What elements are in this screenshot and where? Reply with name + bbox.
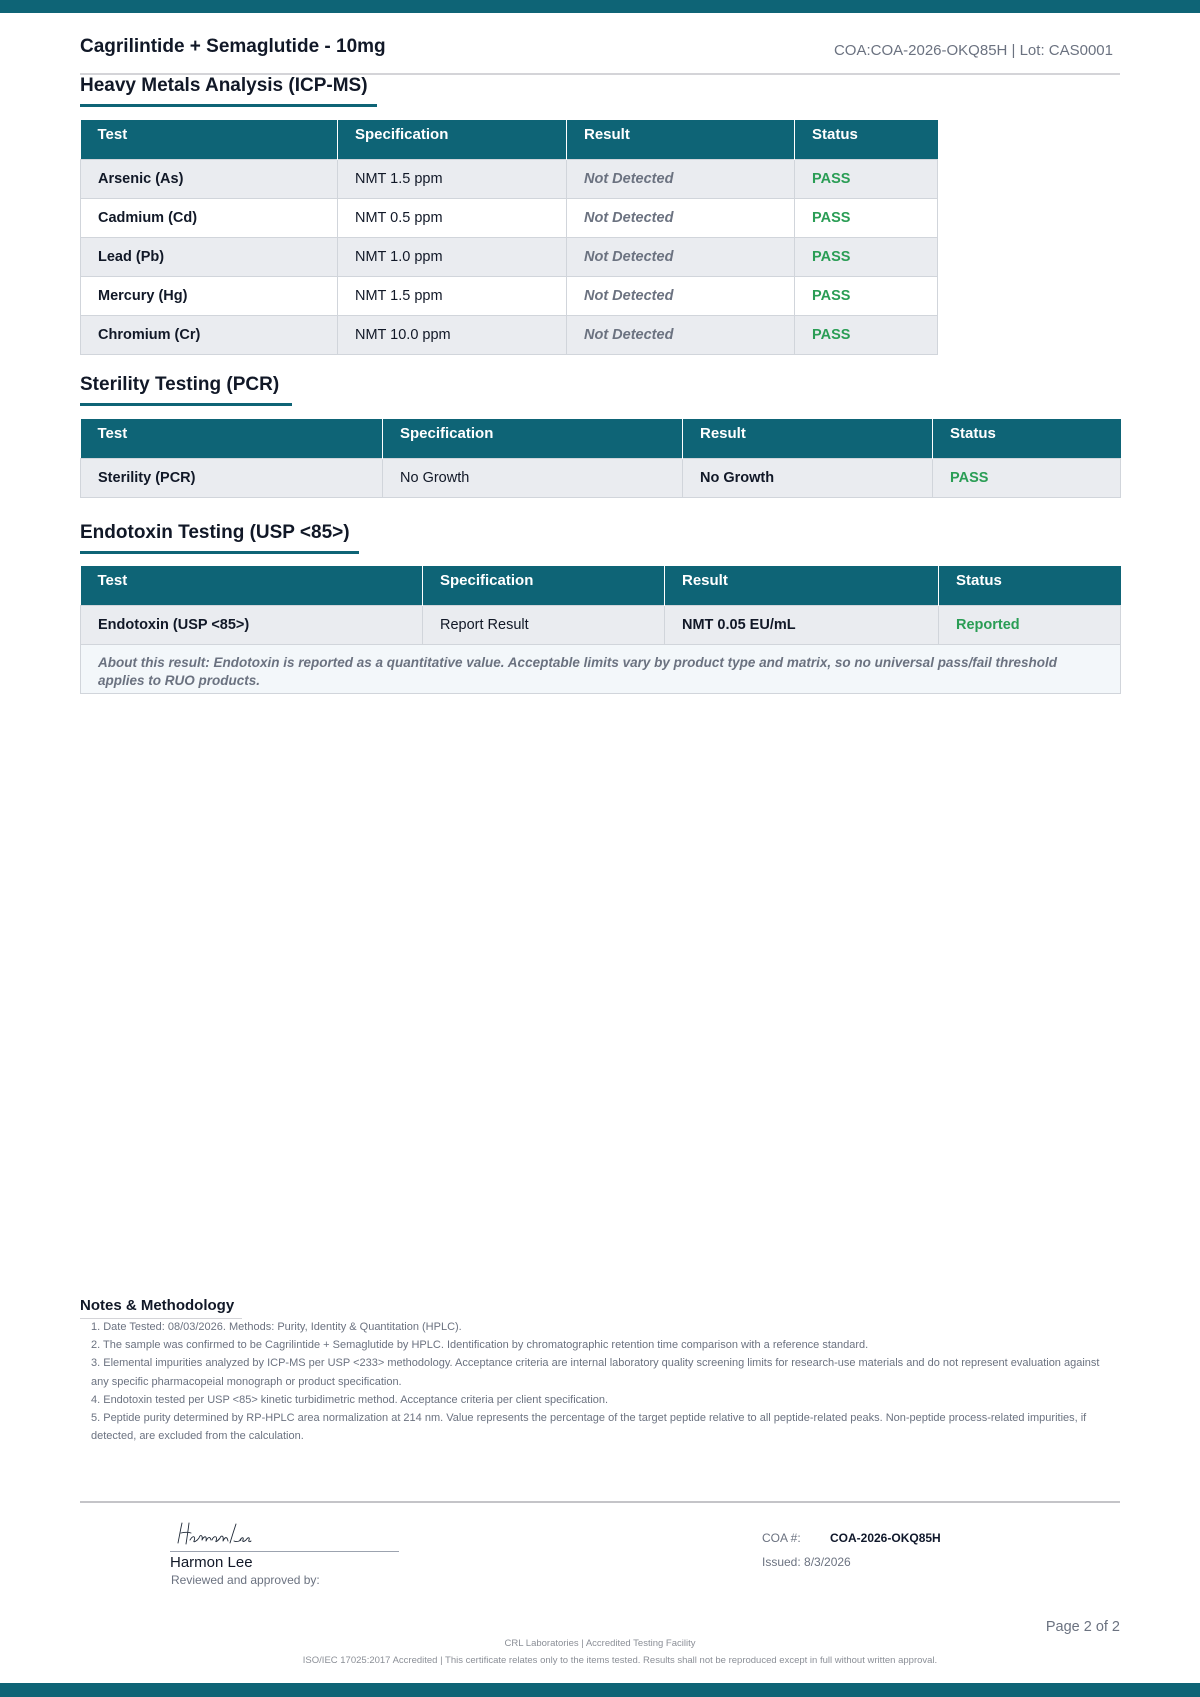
table-row [81,458,1121,497]
test-name: Mercury (Hg) [81,276,338,315]
table-row [81,159,938,198]
coa-number-label: COA #: [762,1531,801,1545]
test-name: Chromium (Cr) [81,315,338,354]
table-header-row [81,419,1121,458]
result-note-row [81,644,1121,693]
status-badge: PASS [795,237,938,276]
test-name: Cadmium (Cd) [81,198,338,237]
specification: Report Result [423,605,665,644]
heavy-metals-title: Heavy Metals Analysis (ICP-MS) [80,75,377,107]
specification: No Growth [383,458,683,497]
lab-name-line: CRL Laboratories | Accredited Testing Facility [504,1638,696,1649]
result: Not Detected [567,276,795,315]
list-item: 4. Endotoxin tested per USP <85> kinetic turbidimetric method. Acceptance criteria per client specification. [91,1393,609,1406]
list-item: 3. Elemental impurities analyzed by ICP-MS per USP <233> methodology. Acceptance criteria are internal laboratory quality screening limits for research-use materials and do not represent evaluation against any specific pharmacopeial monograph or product specification. [91,1357,1100,1388]
endotoxin-title: Endotoxin Testing (USP <85>) [80,522,359,554]
product-title: Cagrilintide + Semaglutide - 10mg [80,36,386,57]
status-badge: PASS [795,159,938,198]
table-row [81,198,938,237]
status-badge: PASS [795,315,938,354]
table-header-row [81,566,1121,605]
specification: NMT 1.5 ppm [338,276,567,315]
result: No Growth [683,458,933,497]
table-row [81,315,938,354]
specification: NMT 10.0 ppm [338,315,567,354]
col-header-status: Status [939,566,1121,605]
footer-divider [80,1501,1120,1503]
page-header [80,34,1120,75]
table-row [81,605,1121,644]
col-header-result: Result [567,120,795,159]
col-header-status: Status [933,419,1121,458]
test-name: Endotoxin (USP <85>) [81,605,423,644]
status-badge: PASS [795,276,938,315]
result: Not Detected [567,237,795,276]
list-item: 1. Date Tested: 08/03/2026. Methods: Purity, Identity & Quantitation (HPLC). [91,1321,462,1333]
status-badge: PASS [933,458,1121,497]
col-header-test: Test [81,120,338,159]
specification: NMT 0.5 ppm [338,198,567,237]
specification: NMT 1.0 ppm [338,237,567,276]
table-header-row [81,120,938,159]
result: NMT 0.05 EU/mL [665,605,939,644]
col-header-status: Status [795,120,938,159]
status-badge: Reported [939,605,1121,644]
endotoxin-note: About this result: Endotoxin is reported as a quantitative value. Acceptable limits vary by product type and matrix, so no universal pass/fail threshold applies to RUO products. [81,644,1121,693]
col-header-specification: Specification [423,566,665,605]
endotoxin-table [80,566,1121,694]
notes-list [91,1318,1115,1445]
page-number: Page 2 of 2 [1045,1619,1120,1635]
sterility-table [80,419,1121,498]
heavy-metals-table [80,120,938,355]
coa-number-value: COA-2026-OKQ85H [830,1531,941,1545]
signature-line [170,1551,399,1552]
list-item: 5. Peptide purity determined by RP-HPLC area normalization at 214 nm. Value represents the percentage of the target peptide relative to all peptide-related peaks. Non-peptide process-related impurities, if detected, are excluded from the calculation. [91,1412,1087,1443]
col-header-result: Result [683,419,933,458]
sterility-title: Sterility Testing (PCR) [80,374,292,406]
issued-date: Issued: 8/3/2026 [762,1555,851,1569]
accreditation-line: ISO/IEC 17025:2017 Accredited | This certificate relates only to the items tested. Results shall not be reproduced except in full without written approval. [302,1655,938,1666]
signer-name: Harmon Lee [170,1554,253,1571]
test-name: Arsenic (As) [81,159,338,198]
test-name: Lead (Pb) [81,237,338,276]
bottom-accent-bar [0,1683,1200,1697]
result: Not Detected [567,198,795,237]
result: Not Detected [567,315,795,354]
approved-label: Reviewed and approved by: [171,1573,320,1587]
table-row [81,237,938,276]
test-name: Sterility (PCR) [81,458,383,497]
result: Not Detected [567,159,795,198]
coa-lot-reference: COA:COA-2026-OKQ85H | Lot: CAS0001 [833,42,1113,59]
notes-title: Notes & Methodology [80,1297,242,1319]
table-row [81,276,938,315]
col-header-specification: Specification [338,120,567,159]
specification: NMT 1.5 ppm [338,159,567,198]
col-header-test: Test [81,566,423,605]
top-accent-bar [0,0,1200,13]
col-header-specification: Specification [383,419,683,458]
col-header-test: Test [81,419,383,458]
col-header-result: Result [665,566,939,605]
signature-image [172,1519,252,1549]
status-badge: PASS [795,198,938,237]
list-item: 2. The sample was confirmed to be Cagrilintide + Semaglutide by HPLC. Identification by chromatographic retention time comparison with a reference standard. [91,1339,869,1352]
